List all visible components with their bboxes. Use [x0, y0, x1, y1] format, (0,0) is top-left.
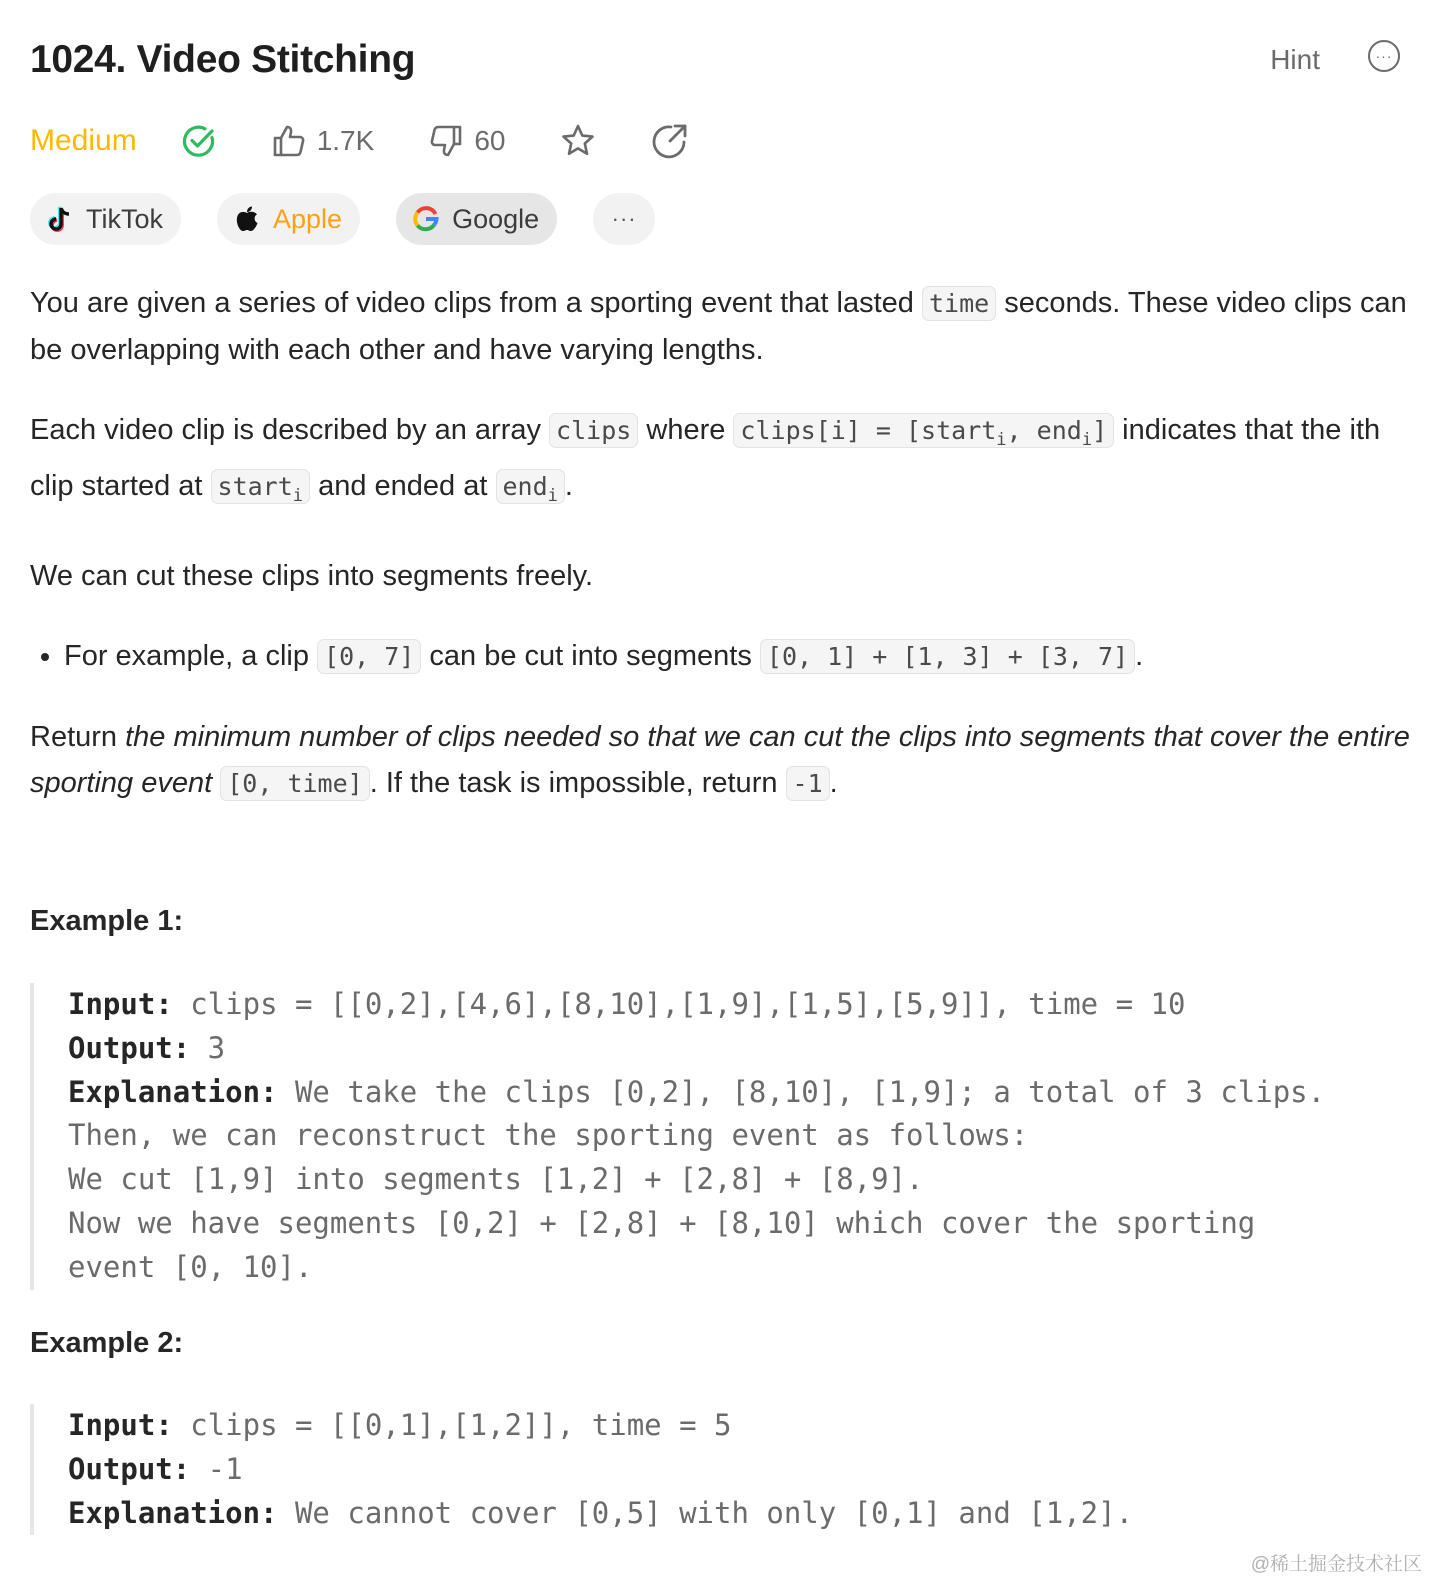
bullet-list — [30, 633, 1410, 680]
company-tags — [30, 193, 691, 245]
example-1-title: Example 1: — [30, 905, 184, 937]
tag-label: Google — [452, 203, 540, 234]
apple-logo-icon — [233, 205, 261, 233]
dislike-button[interactable] — [428, 123, 505, 159]
inline-code: -1 — [786, 766, 830, 801]
inline-code: [0, 1] + [1, 3] + [3, 7] — [760, 639, 1135, 674]
inline-code: [0, 7] — [317, 639, 421, 674]
inline-code: end$_i$ — [496, 469, 565, 504]
tag-tiktok[interactable] — [30, 193, 181, 245]
inline-code: [0, time] — [220, 766, 369, 801]
tag-google[interactable] — [396, 193, 557, 245]
thumbs-down-icon — [428, 123, 464, 159]
share-icon — [651, 122, 689, 160]
favorite-button[interactable] — [559, 122, 597, 160]
title-row — [30, 32, 1410, 88]
example-2-block: Input: clips = [[0,1],[1,2]], time = 5 Output: -1 Explanation: We cannot cover [0,5] with only [0,1] and [1,2]. — [30, 1404, 1133, 1535]
star-icon — [559, 122, 597, 160]
more-options-icon[interactable]: ··· — [1368, 40, 1400, 72]
tag-label: Apple — [273, 203, 343, 234]
thumbs-up-icon — [271, 123, 307, 159]
tag-label: TikTok — [86, 203, 164, 234]
inline-code: clips[i] = [start$_i$, end$_i$] — [733, 413, 1114, 448]
like-button[interactable] — [271, 123, 375, 159]
difficulty-badge: Medium — [30, 124, 137, 157]
tiktok-logo-icon — [46, 205, 74, 233]
more-tags-button[interactable]: ··· — [593, 193, 655, 245]
inline-code: start$_i$ — [211, 469, 311, 504]
share-button[interactable] — [651, 122, 689, 160]
like-count: 1.7K — [316, 125, 375, 156]
meta-row — [30, 116, 743, 166]
description-paragraph: Each video clip is described by an array clips where clips[i] = [start$_i$, end$_i$] indicates that the ith clip started at start$_i$ and ended at end$_i$ . — [30, 414, 1381, 506]
description-paragraph: You are given a series of video clips from a sporting event that lasted time seconds. These video clips can be overlapping with each other and have varying lengths. — [30, 287, 1407, 366]
problem-description — [30, 280, 1410, 841]
inline-code: time — [922, 286, 996, 321]
description-paragraph: We can cut these clips into segments freely. — [30, 560, 594, 592]
example-2-title: Example 2: — [30, 1327, 184, 1359]
solved-status — [181, 123, 217, 159]
google-logo-icon — [412, 205, 440, 233]
check-circle-icon — [181, 123, 217, 159]
inline-code: clips — [549, 413, 638, 448]
example-1-block: Input: clips = [[0,2],[4,6],[8,10],[1,9],[1,5],[5,9]], time = 10 Output: 3 Explanation: We take the clips [0,2], [8,10], [1,9]; a total of 3 clips. Then, we can reconstruct the sporting event as follows: We cut [1,9] into segments [1,2] + [2,8] + [8,9]. Now we have segments [0,2] + [2,8] + [8,10] which cover the sporting event [0, 10]. — [30, 983, 1325, 1290]
description-paragraph: Return the minimum number of clips needed so that we can cut the clips into segments that cover the entire sporting event [0, time] . If the task is impossible, return -1 . — [30, 721, 1410, 799]
dislike-count: 60 — [474, 125, 506, 156]
hint-button[interactable]: Hint — [1270, 44, 1320, 75]
tag-apple[interactable] — [217, 193, 360, 245]
watermark: @稀土掘金技术社区 — [1250, 1554, 1422, 1575]
problem-title: 1024. Video Stitching — [30, 38, 416, 81]
list-item: • For example, a clip [0, 7] can be cut into segments [0, 1] + [1, 3] + [3, 7] . — [64, 633, 1410, 680]
